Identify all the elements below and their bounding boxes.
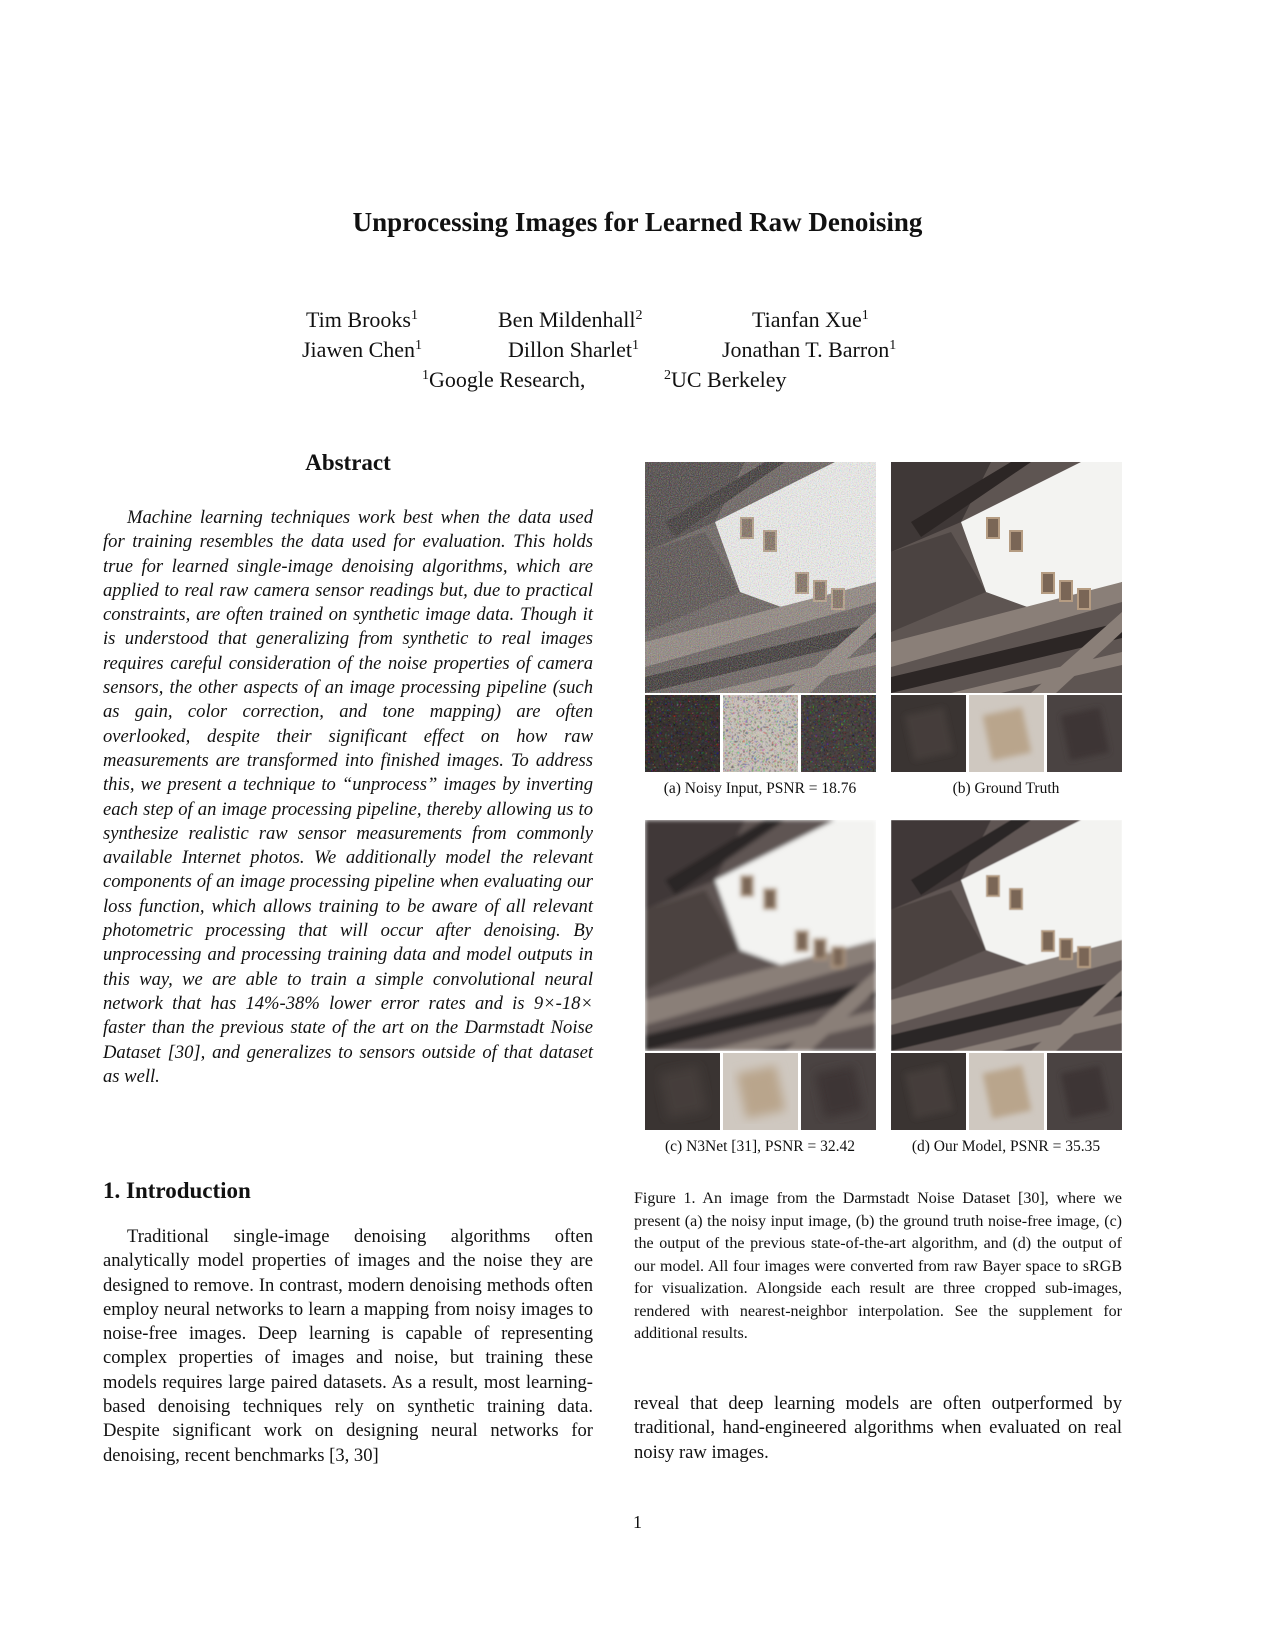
figure-crop-image bbox=[801, 1053, 876, 1130]
figure-crop-image bbox=[969, 695, 1044, 772]
figure-caption: Figure 1. An image from the Darmstadt Noise Dataset [30], where we present (a) the noisy input image, (b) the ground truth noise-free image, (c) the output of the previous state-of-the-art algorithm, and (d) the output of our model. All four images were converted from raw Bayer space to sRGB for visualization. Alongside each result are three cropped sub-images, rendered with nearest-neighbor interpolation. See the supplement for additional results. bbox=[634, 1190, 1122, 1342]
section-heading-introduction: 1. Introduction bbox=[103, 1178, 251, 1203]
figure-panel-our-model bbox=[891, 820, 1122, 1130]
author-row-2 bbox=[0, 335, 1275, 365]
figure-panel-noisy-input bbox=[645, 462, 876, 772]
figure-crop-image bbox=[645, 695, 720, 772]
figure-image bbox=[891, 820, 1122, 1051]
author-name: Tim Brooks$^1$ bbox=[306, 307, 418, 332]
figure-image bbox=[645, 820, 876, 1051]
author-name: Jiawen Chen$^1$ bbox=[302, 337, 423, 362]
introduction-text: Traditional single-image denoising algorithms often analytically model properties of images and the noise they are designed to remove. In contrast, modern denoising methods often employ neural networks to learn a mapping from noisy images to noise-free images. Deep learning is capable of representing complex properties of images and noise, but training these models requires large paired datasets. As a result, most learning-based denoising techniques rely on synthetic training data. Despite significant work on designing neural networks for denoising, recent benchmarks [3, 30] bbox=[103, 1226, 593, 1466]
abstract-heading: Abstract bbox=[305, 450, 391, 475]
paper-title: Unprocessing Images for Learned Raw Denoising bbox=[352, 207, 923, 237]
author-name: Ben Mildenhall$^2$ bbox=[498, 307, 643, 332]
subfigure-label-b: (b) Ground Truth bbox=[952, 780, 1060, 797]
figure-crop-image bbox=[645, 1053, 720, 1130]
author-row-1 bbox=[0, 305, 1275, 335]
figure-crop-image bbox=[801, 695, 876, 772]
subfigure-label-d: (d) Our Model, PSNR = 35.35 bbox=[911, 1138, 1101, 1155]
author-name: Tianfan Xue$^1$ bbox=[752, 307, 869, 332]
affiliation-row bbox=[0, 365, 1275, 395]
figure-crop-image bbox=[891, 695, 966, 772]
figure-image bbox=[645, 462, 876, 693]
abstract-text: Machine learning techniques work best when the data used for training resembles the data used for evaluation. This holds true for learned single-image denoising algorithms, which are applied to real raw camera sensor readings but, due to practical constraints, are often trained on synthetic image data. Though it is understood that generalizing from synthetic to real images requires careful consideration of the noise properties of camera sensors, the other aspects of an image processing pipeline (such as gain, color correction, and tone mapping) are often overlooked, despite their significant effect on how raw measurements are transformed into finished images. To address this, we present a technique to “unprocess” images by inverting each step of an image processing pipeline, thereby allowing us to synthesize realistic raw sensor measurements from commonly available Internet photos. We additionally model the relevant components of an image processing pipeline when evaluating our loss function, which allows training to be aware of all relevant photometric processing that will occur after denoising. By unprocessing and processing training data and model outputs in this way, we are able to train a simple convolutional neural network that has 14%-38% lower error rates and is 9×-18× faster than the previous state of the art on the Darmstadt Noise Dataset [30], and generalizes to sensors outside of that dataset as well. bbox=[103, 507, 593, 1087]
introduction-text-continued: reveal that deep learning models are often outperformed by traditional, hand-engineered algorithms when evaluated on real noisy raw images. bbox=[634, 1393, 1122, 1463]
figure-crop-image bbox=[1047, 695, 1122, 772]
author-block bbox=[0, 305, 1275, 395]
subfigure-label-c: (c) N3Net [31], PSNR = 32.42 bbox=[665, 1138, 855, 1155]
figure-crop-image bbox=[723, 1053, 798, 1130]
figure-crop-image bbox=[723, 695, 798, 772]
subfigure-label-a: (a) Noisy Input, PSNR = 18.76 bbox=[663, 780, 857, 797]
figure-image bbox=[891, 462, 1122, 693]
affiliation: $^1$Google Research, bbox=[422, 367, 586, 392]
affiliation: $^2$UC Berkeley bbox=[664, 367, 787, 392]
figure-panel-ground-truth bbox=[891, 462, 1122, 772]
figure-crop-image bbox=[969, 1053, 1044, 1130]
figure-crop-image bbox=[1047, 1053, 1122, 1130]
figure-panel-n3net bbox=[645, 820, 876, 1130]
author-name: Jonathan T. Barron$^1$ bbox=[722, 337, 897, 362]
page-number: 1 bbox=[633, 1512, 642, 1532]
figure-crop-image bbox=[891, 1053, 966, 1130]
author-name: Dillon Sharlet$^1$ bbox=[508, 337, 640, 362]
